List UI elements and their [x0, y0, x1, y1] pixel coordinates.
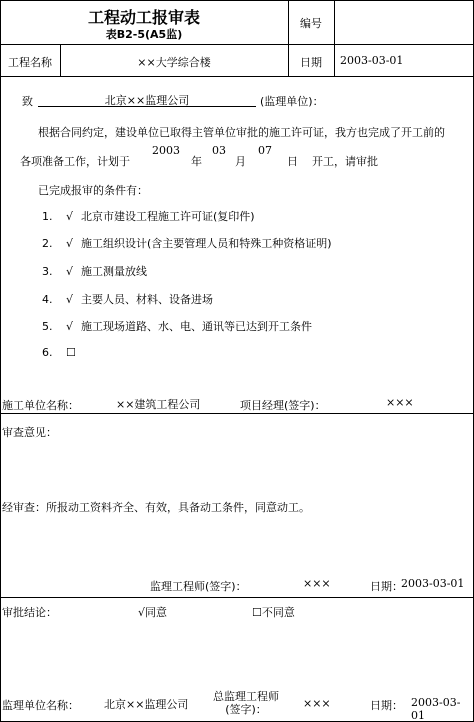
- project-name-value[interactable]: ××大学综合楼: [137, 56, 211, 69]
- condition-text: 施工测量放线: [81, 265, 147, 278]
- condition-text: 施工现场道路、水、电、通讯等已达到开工条件: [81, 320, 312, 333]
- checkbox-icon[interactable]: √: [66, 237, 74, 250]
- approval-date-value[interactable]: 2003-03-01: [411, 696, 461, 722]
- checkbox-icon[interactable]: √: [66, 210, 74, 223]
- condition-number: 2.: [42, 237, 53, 250]
- condition-item: [42, 291, 213, 307]
- checkbox-icon[interactable]: ☐: [66, 346, 76, 359]
- review-date-label: 日期：: [370, 580, 403, 593]
- review-label: 审查意见：: [2, 426, 57, 439]
- disagree-option[interactable]: ☐不同意: [252, 606, 295, 619]
- condition-text: 主要人员、材料、设备进场: [81, 293, 213, 306]
- divider-review: [0, 597, 474, 598]
- contractor-unit-value[interactable]: ××建筑工程公司: [116, 398, 201, 411]
- start-month[interactable]: 03: [212, 144, 226, 157]
- condition-number: 5.: [42, 320, 53, 333]
- form-title: 工程动工报审表: [87, 8, 200, 27]
- to-suffix: (监理单位)：: [260, 95, 324, 108]
- condition-item: [42, 235, 332, 251]
- to-prefix: 致: [22, 95, 33, 108]
- supervision-unit-label: 监理单位名称：: [2, 699, 79, 712]
- project-name-label: 工程名称: [8, 56, 52, 69]
- engineer-signature-label: 监理工程师(签字)：: [150, 580, 247, 593]
- review-opinion-text[interactable]: 经审查：所报动工资料齐全、有效，具备动工条件，同意动工。: [2, 501, 310, 514]
- date-value[interactable]: 2003-03-01: [340, 54, 404, 67]
- supervision-unit-value[interactable]: 北京××监理公司: [104, 698, 189, 711]
- divider-header: [0, 44, 474, 45]
- divider-header-right: [334, 0, 335, 76]
- engineer-signature[interactable]: ×××: [303, 577, 331, 590]
- checkbox-icon[interactable]: √: [66, 320, 74, 333]
- to-underline: [38, 106, 256, 107]
- condition-number: 6.: [42, 346, 53, 359]
- approval-label: 审批结论：: [2, 606, 57, 619]
- paragraph-line-2-suffix: 开工，请审批: [312, 155, 378, 168]
- divider-contractor: [0, 413, 474, 414]
- review-date-value[interactable]: 2003-03-01: [401, 577, 465, 590]
- chief-engineer-label-line-2: (签字)：: [225, 703, 267, 716]
- chief-engineer-signature[interactable]: ×××: [303, 697, 331, 710]
- approval-date-label: 日期：: [370, 699, 403, 712]
- paragraph-line-1: 根据合同约定，建设单位已取得主管单位审批的施工许可证，我方也完成了开工前的: [38, 126, 445, 139]
- checkbox-icon[interactable]: √: [66, 293, 74, 306]
- chief-engineer-label-line-1: 总监理工程师: [213, 690, 279, 703]
- month-label: 月: [235, 155, 246, 168]
- condition-number: 4.: [42, 293, 53, 306]
- number-label: 编号: [300, 17, 322, 30]
- date-label: 日期: [300, 56, 322, 69]
- paragraph-line-2-prefix: 各项准备工作，计划于: [20, 155, 130, 168]
- condition-item: [42, 318, 312, 334]
- condition-text: 施工组织设计(含主要管理人员和特殊工种资格证明): [81, 237, 332, 250]
- checkbox-icon[interactable]: √: [66, 265, 74, 278]
- to-value[interactable]: 北京××监理公司: [104, 94, 190, 107]
- form-subtitle: 表B2-5(A5监): [105, 28, 183, 41]
- agree-option[interactable]: √同意: [138, 606, 168, 619]
- project-manager-label: 项目经理(签字)：: [240, 399, 326, 412]
- contractor-unit-label: 施工单位名称：: [2, 399, 79, 412]
- condition-number: 1.: [42, 210, 53, 223]
- day-label: 日: [287, 155, 298, 168]
- condition-item: [42, 263, 147, 279]
- project-manager-signature[interactable]: ×××: [386, 396, 414, 409]
- year-label: 年: [191, 155, 202, 168]
- condition-text: 北京市建设工程施工许可证(复印件): [81, 210, 255, 223]
- chief-engineer-label: [208, 690, 284, 716]
- divider-project: [0, 76, 474, 77]
- condition-number: 3.: [42, 265, 53, 278]
- border-left: [0, 0, 1, 722]
- conditions-title: 已完成报审的条件有：: [38, 184, 148, 197]
- start-year[interactable]: 2003: [152, 144, 180, 157]
- border-top: [0, 0, 474, 1]
- start-day[interactable]: 07: [258, 144, 272, 157]
- condition-item: [42, 346, 81, 359]
- condition-item: [42, 208, 255, 224]
